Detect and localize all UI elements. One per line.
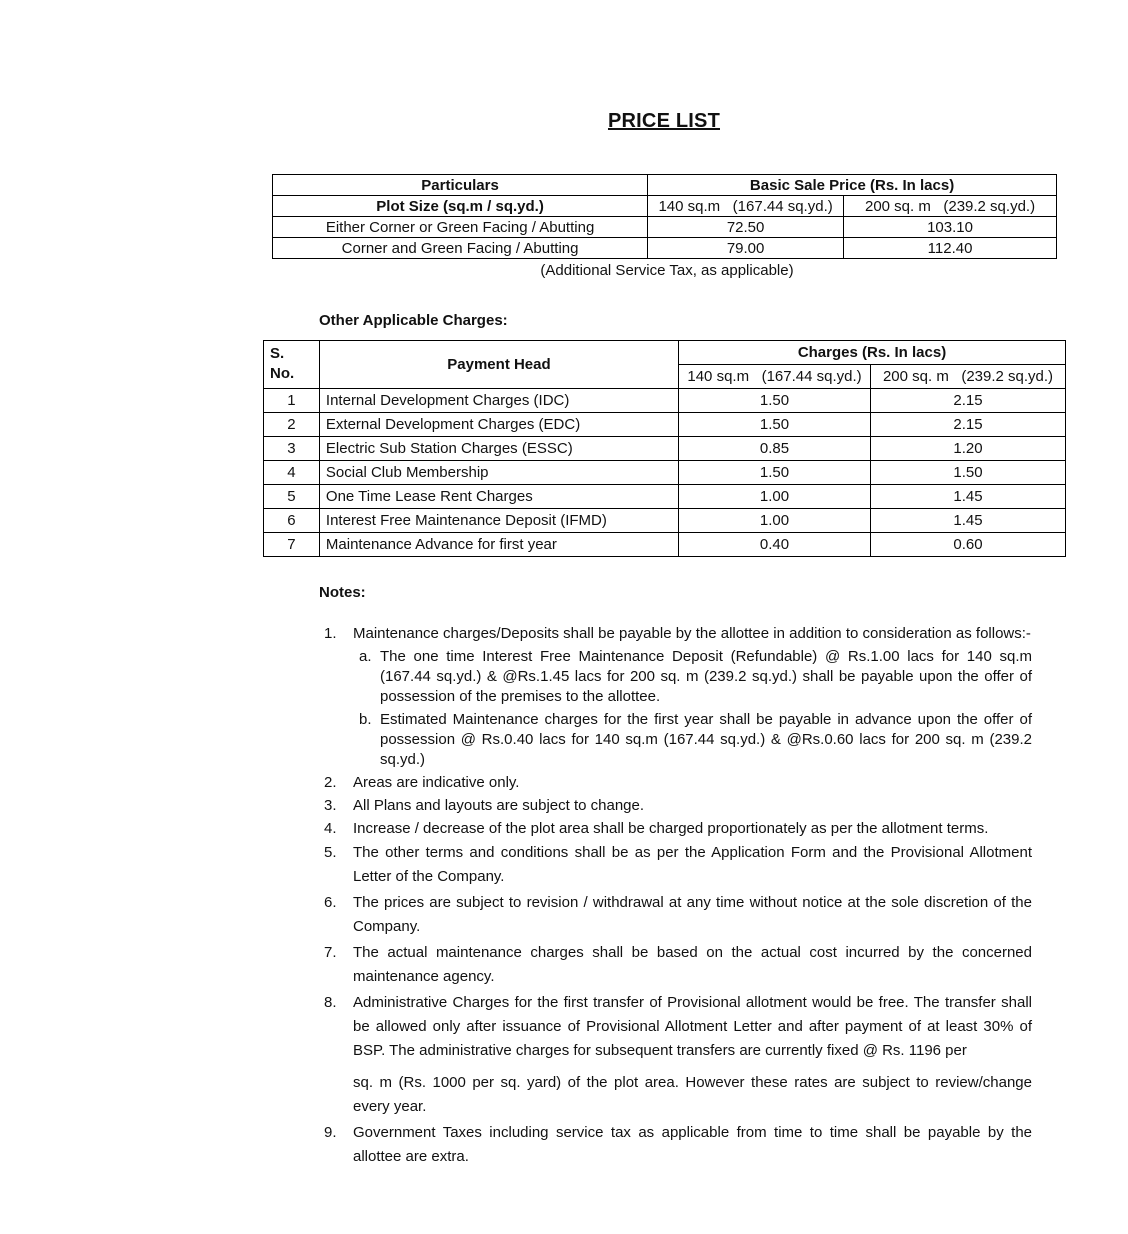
charge-140: 1.50 (679, 389, 871, 413)
title-text: PRICE LIST (607, 110, 720, 132)
table-row (273, 238, 1057, 259)
note-item (322, 623, 1032, 770)
note-number: 3. (324, 797, 337, 814)
row-payment-head: Electric Sub Station Charges (ESSC) (319, 437, 678, 461)
sub-note-item (353, 710, 1032, 770)
sno-header-line1: S. (270, 345, 285, 362)
row-payment-head: Maintenance Advance for first year (319, 533, 678, 557)
note-number: 7. (324, 944, 337, 961)
table-row (264, 437, 1066, 461)
table-row (264, 389, 1066, 413)
tax-note: (Additional Service Tax, as applicable) (540, 262, 794, 279)
row-sno: 6 (264, 509, 320, 533)
sno-header (264, 341, 320, 389)
row-payment-head: Social Club Membership (319, 461, 678, 485)
row-label: Either Corner or Green Facing / Abutting (273, 217, 648, 238)
sub-note-text: The one time Interest Free Maintenance Deposit (Refundable) @ Rs.1.00 lacs for 140 sq.m (167.44 sq.yd.) & @Rs.1.45 lacs for 200 sq. m (239.2 sq.yd.) shall be payable upon the offer of possession of the premises to the allottee. (380, 648, 1032, 705)
note-number: 5. (324, 844, 337, 861)
notes-list (322, 623, 1032, 1171)
note-number: 8. (324, 994, 337, 1011)
note-item (322, 991, 1032, 1119)
note-number: 9. (324, 1124, 337, 1141)
note-text: The actual maintenance charges shall be based on the actual cost incurred by the concerned maintenance agency. (353, 944, 1032, 985)
size-200-header: 200 sq. m (239.2 sq.yd.) (844, 196, 1057, 217)
charge-200: 2.15 (871, 413, 1066, 437)
charge-200: 1.50 (871, 461, 1066, 485)
page-title (0, 110, 1128, 133)
row-sno: 2 (264, 413, 320, 437)
price-table (272, 174, 1057, 259)
charges-table (263, 340, 1066, 557)
charge-200: 0.60 (871, 533, 1066, 557)
note-item (322, 841, 1032, 889)
size-140-header: 140 sq.m (167.44 sq.yd.) (648, 196, 844, 217)
note-item (322, 795, 1032, 816)
charge-140: 0.40 (679, 533, 871, 557)
note-text: Areas are indicative only. (353, 774, 520, 791)
row-sno: 3 (264, 437, 320, 461)
row-sno: 1 (264, 389, 320, 413)
table-row (273, 217, 1057, 238)
row-sno: 7 (264, 533, 320, 557)
sub-note-item (353, 647, 1032, 707)
row-payment-head: External Development Charges (EDC) (319, 413, 678, 437)
note-item (322, 941, 1032, 989)
charge-140: 1.50 (679, 413, 871, 437)
charge-200: 2.15 (871, 389, 1066, 413)
table-row (264, 413, 1066, 437)
table-row (264, 461, 1066, 485)
note-text: Government Taxes including service tax as applicable from time to time shall be payable by the allottee are extra. (353, 1124, 1032, 1165)
table-row (264, 533, 1066, 557)
note-text: All Plans and layouts are subject to change. (353, 797, 645, 814)
note-item (322, 1121, 1032, 1169)
charge-140: 1.00 (679, 485, 871, 509)
row-label: Corner and Green Facing / Abutting (273, 238, 648, 259)
row-sno: 4 (264, 461, 320, 485)
note-item (322, 772, 1032, 793)
size-140-header: 140 sq.m (167.44 sq.yd.) (679, 365, 871, 389)
notes-heading: Notes: (319, 584, 366, 601)
header-particulars: Particulars (273, 175, 648, 196)
sub-note-letter: a. (359, 648, 372, 665)
charge-200: 1.45 (871, 509, 1066, 533)
sno-header-line2: No. (270, 365, 295, 382)
size-200-header: 200 sq. m (239.2 sq.yd.) (871, 365, 1066, 389)
charge-200: 1.20 (871, 437, 1066, 461)
note-number: 6. (324, 894, 337, 911)
note-number: 4. (324, 820, 337, 837)
note-text-continued: sq. m (Rs. 1000 per sq. yard) of the plot area. However these rates are subject to review/change every year. (353, 1074, 1032, 1115)
table-row (264, 485, 1066, 509)
charge-140: 1.50 (679, 461, 871, 485)
charge-140: 1.00 (679, 509, 871, 533)
row-payment-head: Interest Free Maintenance Deposit (IFMD) (319, 509, 678, 533)
other-charges-heading: Other Applicable Charges: (319, 312, 508, 329)
sub-note-letter: b. (359, 711, 372, 728)
note-text: Administrative Charges for the first transfer of Provisional allotment would be free. The transfer shall be allowed only after issuance of Provisional Allotment Letter and after payment of at least 30% of BSP. The administrative charges for subsequent transfers are currently fixed @ Rs. 1196 per (353, 994, 1032, 1059)
charges-header-row (264, 341, 1066, 365)
note-text: Increase / decrease of the plot area shall be charged proportionately as per the allotment terms. (353, 820, 989, 837)
sub-note-text: Estimated Maintenance charges for the first year shall be payable in advance upon the offer of possession @ Rs.0.40 lacs for 140 sq.m (167.44 sq.yd.) & @Rs.0.60 lacs for 200 sq. m (239.2 sq.yd.) (380, 711, 1032, 768)
row-sno: 5 (264, 485, 320, 509)
price-table-size-row (273, 196, 1057, 217)
note-number: 2. (324, 774, 337, 791)
charge-200: 1.45 (871, 485, 1066, 509)
charge-140: 0.85 (679, 437, 871, 461)
price-200: 112.40 (844, 238, 1057, 259)
note-item (322, 818, 1032, 839)
price-table-header-row (273, 175, 1057, 196)
table-row (264, 509, 1066, 533)
charges-header: Charges (Rs. In lacs) (679, 341, 1066, 365)
note-number: 1. (324, 625, 337, 642)
note-text: Maintenance charges/Deposits shall be payable by the allottee in addition to consideration as follows:- (353, 625, 1031, 642)
row-payment-head: Internal Development Charges (IDC) (319, 389, 678, 413)
payment-head-header: Payment Head (319, 341, 678, 389)
note-item (322, 891, 1032, 939)
price-200: 103.10 (844, 217, 1057, 238)
note-text: The prices are subject to revision / withdrawal at any time without notice at the sole discretion of the Company. (353, 894, 1032, 935)
price-140: 72.50 (648, 217, 844, 238)
row-payment-head: One Time Lease Rent Charges (319, 485, 678, 509)
plot-size-label: Plot Size (sq.m / sq.yd.) (273, 196, 648, 217)
note-text: The other terms and conditions shall be as per the Application Form and the Provisional Allotment Letter of the Company. (353, 844, 1032, 885)
price-140: 79.00 (648, 238, 844, 259)
header-basic-sale-price: Basic Sale Price (Rs. In lacs) (648, 175, 1057, 196)
